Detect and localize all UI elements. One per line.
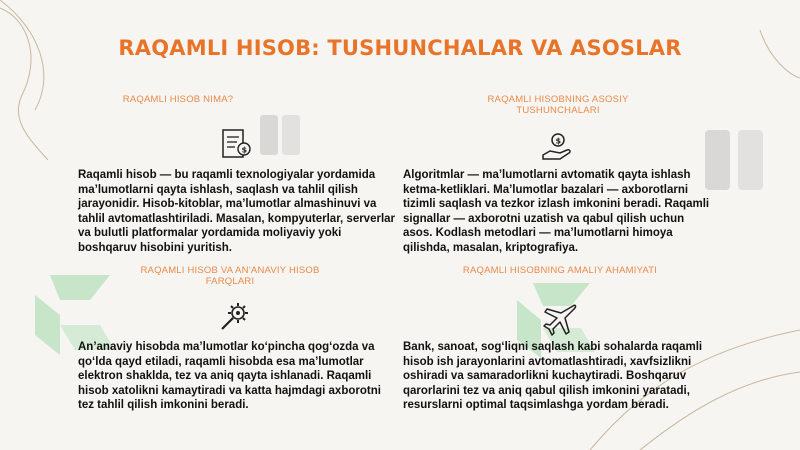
svg-text:$: $	[241, 145, 248, 155]
section-text: An’anaviy hisobda ma’lumotlar ko‘pincha qog‘ozda va qo‘lda qayd etiladi, raqamli hisobda esa ma’lumotlar elektron shaklda, tez va aniq qayta ishlanadi. Raqamli hisob xatolikni kamaytiradi va katta hajmdagi axborotni tez tahlil qilish imkonini beradi.	[78, 341, 381, 411]
hand-money-icon	[540, 131, 574, 165]
section-text: Bank, sanoat, sog‘liqni saqlash kabi sohalarda raqamli hisob ish jarayonlarini avtomatlashtiradi, xavfsizlikni oshiradi va samaradorlikni kuchaytiradi. Boshqaruv qarorlarini tez va aniq qabul qilish imkonini yaratadi, resurslarni optimal taqsimlashga yordam beradi.	[403, 341, 703, 411]
section-heading: RAQAMLI HISOBNING ASOSIY TUSHUNCHALARI	[487, 94, 629, 116]
page-title: RAQAMLI HISOB: TUSHUNCHALAR VA ASOSLAR	[118, 36, 682, 60]
section-heading: RAQAMLI HISOB NIMA?	[122, 94, 234, 105]
logo-watermark-icon	[250, 110, 310, 160]
svg-text:$: $	[555, 136, 562, 146]
airplane-icon	[543, 302, 577, 336]
gear-settings-icon	[218, 300, 252, 334]
section-differences	[115, 265, 345, 287]
section-practical-importance	[460, 265, 660, 276]
section-what-is	[78, 94, 398, 105]
section-heading: RAQAMLI HISOB VA AN’ANAVIY HISOB FARQLARI	[140, 265, 320, 287]
section-heading: RAQAMLI HISOBNING AMALIY AHAMIYATI	[462, 265, 658, 276]
section-text: Raqamli hisob — bu raqamli texnologiyalar yordamida ma’lumotlarni qayta ishlash, saqlash va tahlil qilish jarayonidir. Hisob-kitoblar, ma’lumotlar almashinuvi va tahlil avtomatlashtiriladi. Masalan, kompyuterlar, serverlar va bulutli platformalar yordamida moliyaviy yoki boshqaruv hisobini yuritish.	[78, 169, 396, 254]
invoice-document-icon	[218, 127, 252, 161]
section-core-concepts	[448, 94, 668, 116]
section-text: Algoritmlar — ma’lumotlarni avtomatik qayta ishlash ketma-ketliklari. Ma’lumotlar bazalari — axborotlarni tizimli saqlash va tezkor izlash imkonini beradi. Raqamli signallar — axborotni uzatish va qabul qilish uchun asos. Kodlash metodlari — ma’lumotlarni himoya qilishda, masalan, kriptografiya.	[403, 169, 710, 254]
